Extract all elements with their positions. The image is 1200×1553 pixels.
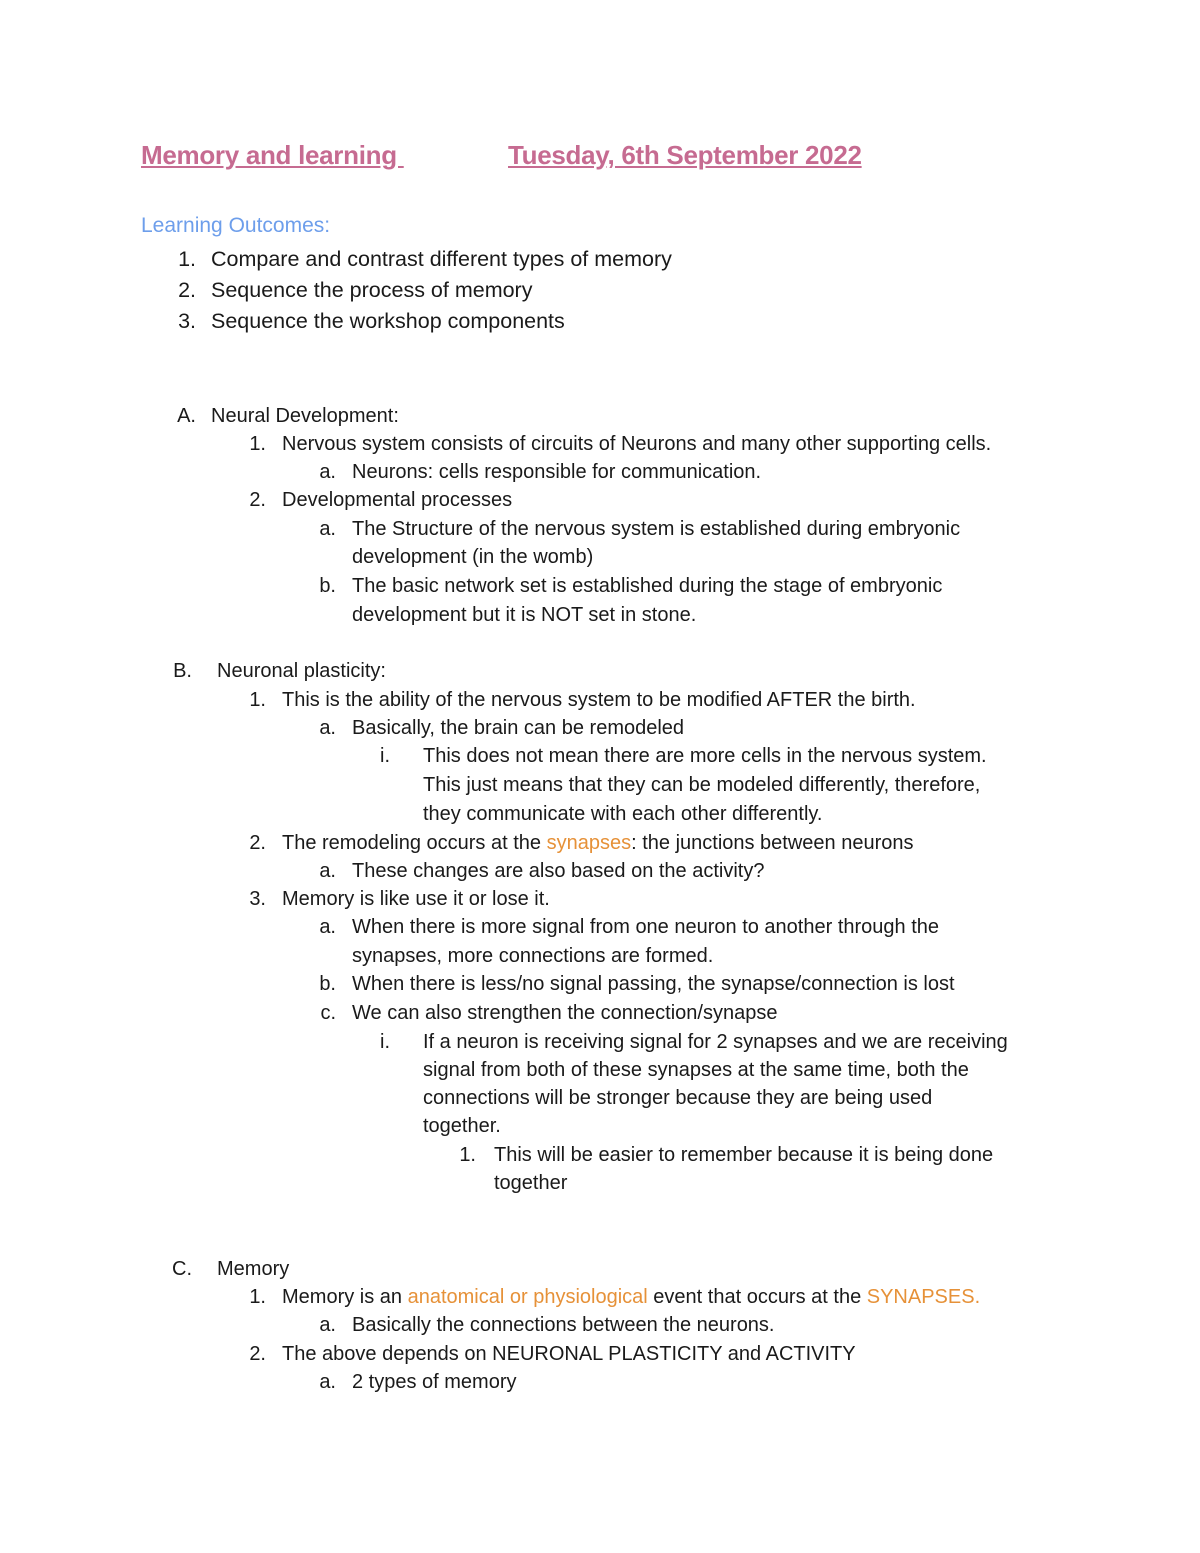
page-date: Tuesday, 6th September 2022 [508,140,862,170]
page-title: Memory and learning [141,140,404,170]
learning-outcomes-heading: Learning Outcomes: [141,214,331,237]
highlight-anatomical: anatomical or physiological [407,1286,648,1308]
document-page: Memory and learning Tuesday, 6th September 2022 Learning Outcomes: 1. Compare and contrast different types of memory 2. Sequence the process of memory 3. Sequence the workshop components A. Neural Development: 1. Nervous system consists of circuits of Neurons and many other supporting cells. a. Neurons: cells responsible for communication. 2. Developmental processes a. The Structure of the nervous system is established during embryonic development (in the womb) b. The basic network set is established during the stage of embryonic development but it is NOT set in stone. B. Neuronal plasticity: 1. This is the ability of the nervous system to be modified AFTER the birth. a. Basically, the brain can be remodeled i. This does not mean there are more cells in the nervous system. This just means that they can be modeled differently, therefore, they communicate with each other differently. 2. The remodeling occurs at the synapses: the junctions between neurons a. These changes are also based on the activity? 3. Memory is like use it or lose it. a. When there is more signal from one neuron to another through the synapses, more connections are formed. b. When there is less/no signal passing, the synapse/connection is lost c. We can also strengthen the connection/synapse i. If a neuron is receiving signal for 2 synapses and we are receiving signal from both of these synapses at the same time, both the connections will be stronger because they are being used together. 1. This will be easier to remember because it is being done together C. Memory 1. Memory is an anatomical or physiological event that occurs at the SYNAPSES. a. Basically the connections between the neurons. 2. The above depends on NEURONAL PLASTICITY and ACTIVITY a. 2 types of memory [141,140,1008,1393]
highlight-synapses-caps: SYNAPSES. [866,1286,981,1308]
highlight-synapses: synapses [546,832,632,854]
